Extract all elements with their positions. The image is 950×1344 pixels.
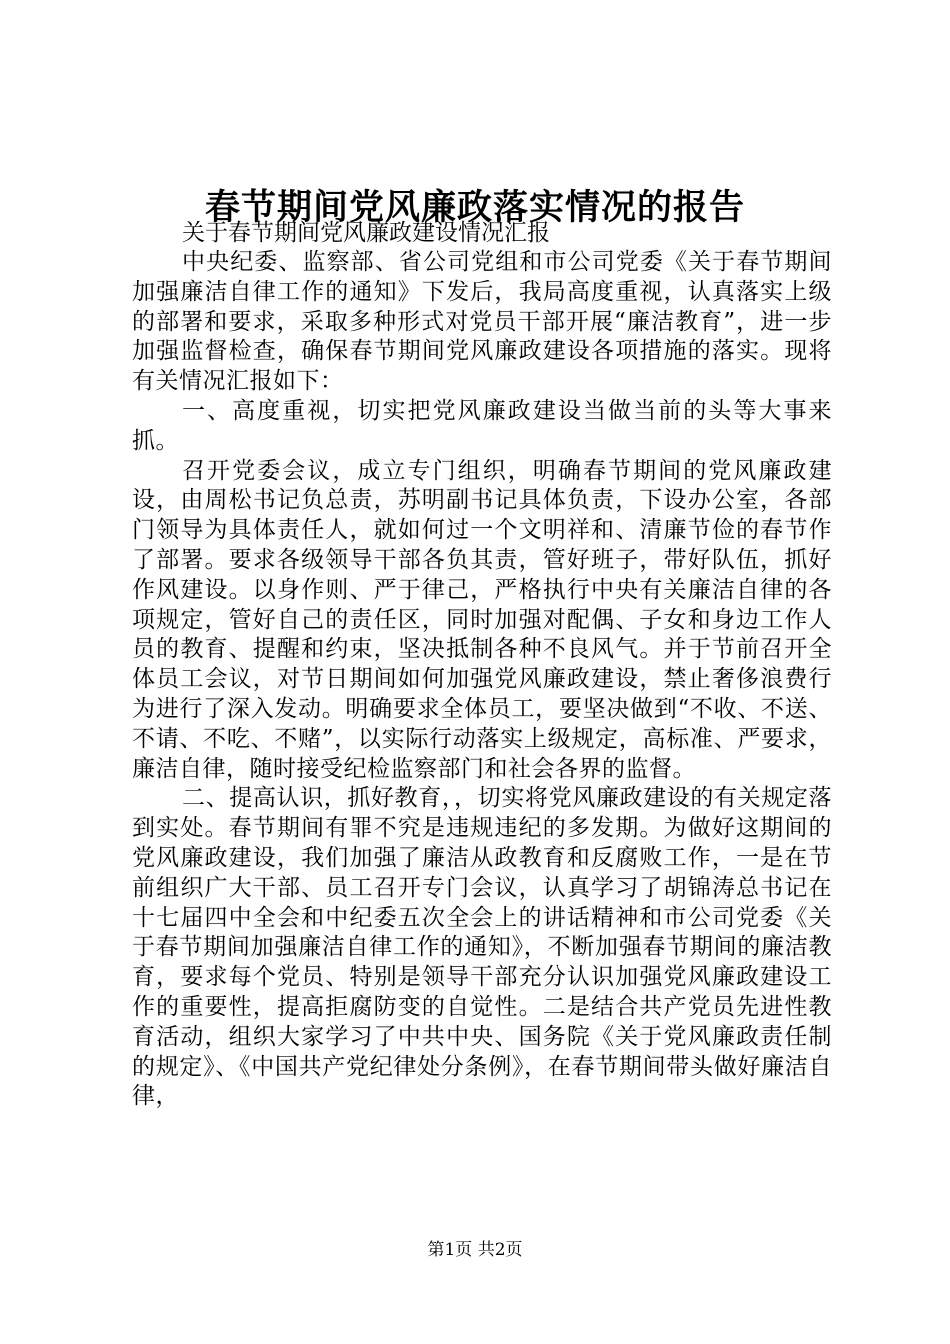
page-number-footer: 第1页 共2页 <box>427 1240 523 1260</box>
document-title: 春节期间党风廉政落实情况的报告 <box>204 187 745 228</box>
document-subtitle: 关于春节期间党风廉政建设情况汇报 <box>182 220 550 246</box>
paragraph-section-one-body: 召开党委会议，成立专门组织，明确春节期间的党风廉政建设，由周松书记负总责，苏明副书记具体负责，下设办公室，各部门领导为具体责任人，就如何过一个文明祥和、清廉节俭的春节作了部署。要求各级领导干部各负其责，管好班子，带好队伍，抓好作风建设。以身作则、严于律己，严格执行中央有关廉洁自律的各项规定，管好自己的责任区，同时加强对配偶、子女和身边工作人员的教育、提醒和约束，坚决抵制各种不良风气。并于节前召开全体员工会议，对节日期间如何加强党风廉政建设，禁止奢侈浪费行为进行了深入发动。明确要求全体员工，要坚决做到“不收、不送、不请、不吃、不赌”，以实际行动落实上级规定，高标准、严要求，廉洁自律，随时接受纪检监察部门和社会各界的监督。 <box>132 457 832 782</box>
paragraph-section-two: 二、提高认识，抓好教育，，切实将党风廉政建设的有关规定落到实处。春节期间有罪不究是违规违纪的多发期。为做好这期间的党风廉政建设，我们加强了廉洁从政教育和反腐败工作，一是在节前组织广大干部、员工召开专门会议，认真学习了胡锦涛总书记在十七届四中全会和中纪委五次全会上的讲话精神和市公司党委《关于春节期间加强廉洁自律工作的通知》，不断加强春节期间的廉洁教育，要求每个党员、特别是领导干部充分认识加强党风廉政建设工作的重要性，提高拒腐防变的自觉性。二是结合共产党员先进性教育活动，组织大家学习了中共中央、国务院《关于党风廉政责任制的规定》、《中国共产党纪律处分条例》，在春节期间带头做好廉洁自律， <box>132 785 832 1110</box>
document-body <box>132 208 832 1112</box>
paragraph-intro: 中央纪委、监察部、省公司党组和市公司党委《关于春节期间加强廉洁自律工作的通知》下发后，我局高度重视，认真落实上级的部署和要求，采取多种形式对党员干部开展“廉洁教育”，进一步加强监督检查，确保春节期间党风廉政建设各项措施的落实。现将有关情况汇报如下： <box>132 249 832 395</box>
paragraph-section-one-heading: 一、高度重视，切实把党风廉政建设当做当前的头等大事来抓。 <box>132 397 832 454</box>
